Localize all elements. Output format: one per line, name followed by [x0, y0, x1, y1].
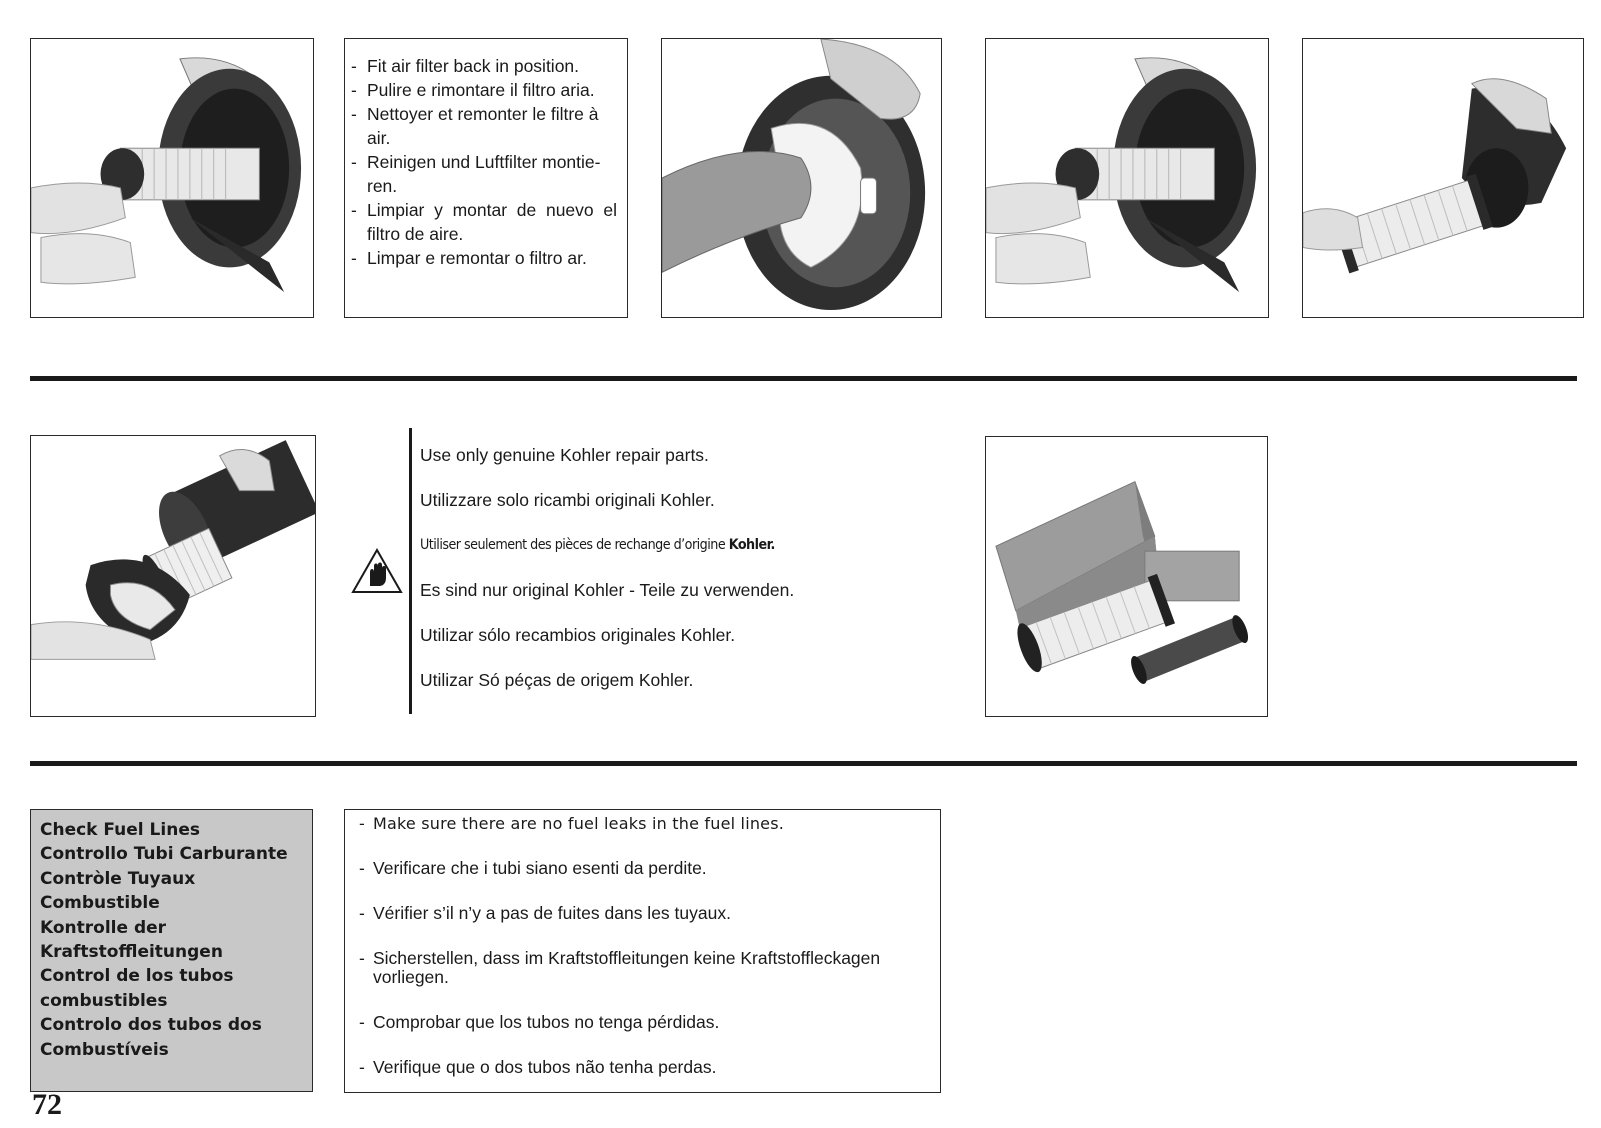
warning-en: Use only genuine Kohler repair parts. — [420, 445, 709, 465]
instruction-pt: - Limpar e remontar o filtro ar. — [351, 246, 617, 270]
warning-es: Utilizar sólo recambios originales Kohler. — [420, 625, 736, 645]
photo-replacement-filters — [985, 436, 1268, 717]
refit-filter-instructions — [351, 54, 617, 270]
air-filter-slide-icon — [1303, 39, 1583, 317]
replacement-filters-icon — [986, 437, 1267, 716]
fuel-lines-instruction-box — [344, 809, 941, 1093]
page-number: 72 — [32, 1088, 62, 1121]
warning-fr — [420, 533, 842, 578]
fuel-lines-titles — [31, 810, 312, 1062]
title-line: Kraftstoffleitungen — [40, 942, 223, 963]
fuel-instruction-it: - Verificare che i tubi siano esenti da perdite. — [359, 859, 919, 878]
instruction-en: - Fit air filter back in position. — [351, 54, 617, 78]
fuel-instruction-pt: - Verifique que o dos tubos não tenha perdas. — [359, 1058, 919, 1077]
title-line: Control de los tubos — [40, 966, 234, 987]
fuel-instruction-en: - Make sure there are no fuel leaks in the fuel lines. — [359, 814, 919, 833]
photo-filter-assembly — [30, 435, 316, 717]
instruction-it: - Pulire e rimontare il filtro aria. — [351, 78, 617, 102]
title-line: Combustible — [40, 893, 160, 914]
warning-fr-text: Utiliser seulement des pièces de rechange d’origine — [420, 537, 729, 553]
air-filter-insert-icon — [986, 39, 1268, 317]
warning-de: Es sind nur original Kohler - Teile zu verwenden. — [420, 580, 795, 600]
photo-insert-filter-1 — [30, 38, 314, 318]
instruction-es: - Limpiar y montar de nuevo el filtro de aire. — [351, 198, 617, 246]
warning-it: Utilizzare solo ricambi originali Kohler. — [420, 490, 715, 510]
section-divider-2 — [30, 761, 1577, 766]
title-line: Check Fuel Lines — [40, 820, 200, 840]
fuel-instruction-es: - Comprobar que los tubos no tenga pérdidas. — [359, 1013, 919, 1032]
fuel-instruction-de: - Sicherstellen, dass im Kraftstoffleitungen keine Kraftstoffleckagen vorliegen. — [359, 949, 919, 987]
cloth-cleaning-icon — [662, 39, 941, 317]
stop-hand-warning-icon — [351, 548, 403, 594]
instruction-fr: - Nettoyer et remonter le filtre à air. — [351, 102, 617, 150]
photo-clean-housing — [661, 38, 942, 318]
section-divider-1 — [30, 376, 1577, 381]
warning-divider — [409, 428, 412, 714]
title-line: Kontrolle der — [40, 917, 167, 938]
title-line: Combustíveis — [40, 1039, 169, 1060]
air-filter-assembly-icon — [31, 436, 315, 716]
fuel-instruction-fr: - Vérifier s’il n’y a pas de fuites dans les tuyaux. — [359, 904, 919, 923]
warning-fr-brand: Kohler. — [728, 537, 775, 553]
genuine-parts-warning — [420, 443, 900, 713]
instruction-box-refit-filter — [344, 38, 628, 318]
title-line: Controlo dos tubos dos — [40, 1015, 262, 1036]
air-filter-insert-icon — [31, 39, 313, 317]
fuel-lines-title-box — [30, 809, 313, 1092]
warning-pt: Utilizar Só péças de origem Kohler. — [420, 670, 694, 690]
photo-insert-filter-2 — [985, 38, 1269, 318]
title-line: combustibles — [40, 990, 168, 1011]
title-line: Contròle Tuyaux — [40, 868, 196, 889]
instruction-de: - Reinigen und Luftfilter montie-ren. — [351, 150, 617, 198]
photo-slide-filter — [1302, 38, 1584, 318]
fuel-lines-instructions — [359, 814, 919, 1103]
title-line: Controllo Tubi Carburante — [40, 844, 288, 865]
